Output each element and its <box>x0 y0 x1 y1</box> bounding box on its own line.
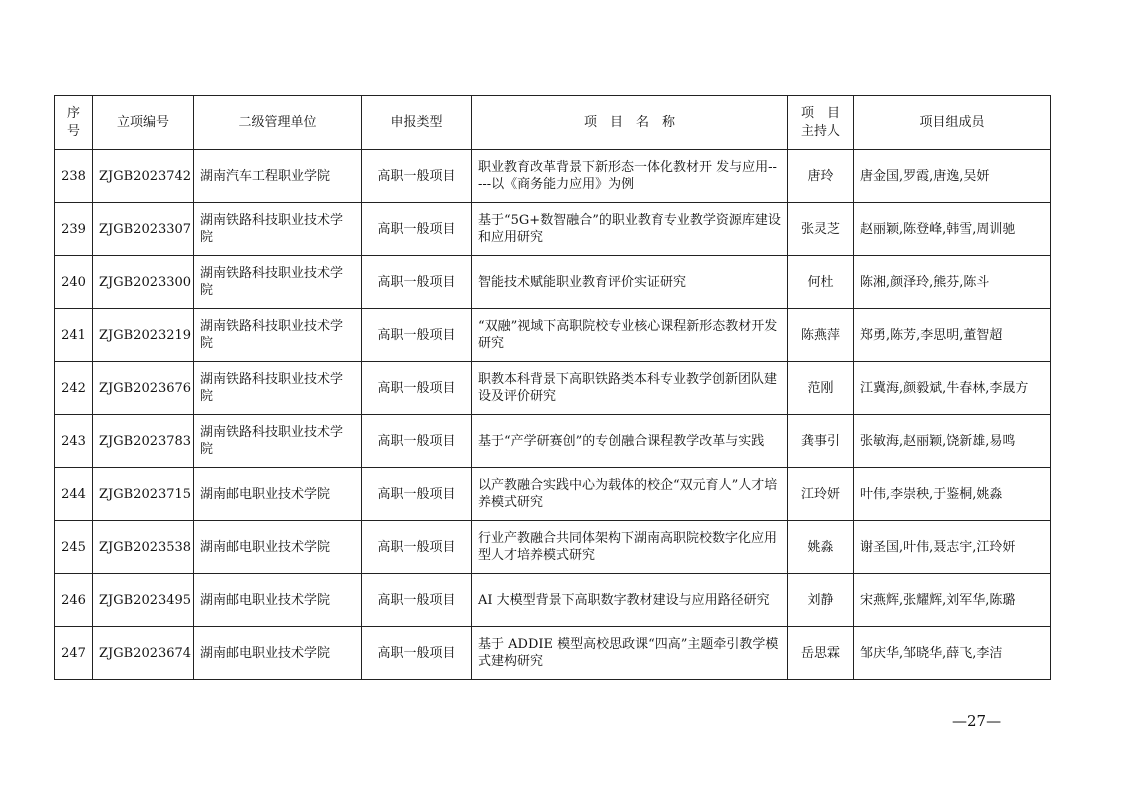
cell-unit: 湖南邮电职业技术学院 <box>194 627 362 680</box>
cell-unit: 湖南铁路科技职业技术学院 <box>194 203 362 256</box>
cell-members: 宋燕辉,张耀辉,刘军华,陈璐 <box>854 574 1051 627</box>
table-row <box>55 309 1051 362</box>
cell-unit: 湖南邮电职业技术学院 <box>194 468 362 521</box>
table-row <box>55 203 1051 256</box>
table-row <box>55 468 1051 521</box>
cell-name: 以产教融合实践中心为载体的校企“双元育人”人才培养模式研究 <box>472 468 788 521</box>
cell-seq: 242 <box>55 362 93 415</box>
cell-name: 职教本科背景下高职铁路类本科专业教学创新团队建设及评价研究 <box>472 362 788 415</box>
cell-host: 唐玲 <box>788 150 854 203</box>
cell-host: 张灵芝 <box>788 203 854 256</box>
cell-unit: 湖南铁路科技职业技术学院 <box>194 415 362 468</box>
cell-host: 范刚 <box>788 362 854 415</box>
header-name: 项 目 名 称 <box>472 96 788 150</box>
cell-type: 高职一般项目 <box>362 574 472 627</box>
cell-host: 陈燕萍 <box>788 309 854 362</box>
cell-members: 唐金国,罗霞,唐逸,吴妍 <box>854 150 1051 203</box>
cell-unit: 湖南邮电职业技术学院 <box>194 574 362 627</box>
header-seq <box>55 96 93 150</box>
cell-unit: 湖南铁路科技职业技术学院 <box>194 362 362 415</box>
cell-members: 叶伟,李崇秧,于鉴桐,姚淼 <box>854 468 1051 521</box>
cell-name: AI 大模型背景下高职数字教材建设与应用路径研究 <box>472 574 788 627</box>
cell-unit: 湖南铁路科技职业技术学院 <box>194 309 362 362</box>
cell-name: 行业产教融合共同体架构下湖南高职院校数字化应用型人才培养模式研究 <box>472 521 788 574</box>
table-row <box>55 627 1051 680</box>
cell-host: 江玲妍 <box>788 468 854 521</box>
header-members: 项目组成员 <box>854 96 1051 150</box>
header-seq-line2: 号 <box>66 123 80 139</box>
project-table <box>54 95 1051 680</box>
header-host <box>788 96 854 150</box>
cell-code: ZJGB2023742 <box>93 150 194 203</box>
cell-host: 刘静 <box>788 574 854 627</box>
header-unit: 二级管理单位 <box>194 96 362 150</box>
cell-host: 龚事引 <box>788 415 854 468</box>
cell-host: 何杜 <box>788 256 854 309</box>
cell-code: ZJGB2023715 <box>93 468 194 521</box>
cell-seq: 246 <box>55 574 93 627</box>
cell-seq: 247 <box>55 627 93 680</box>
cell-name: “双融”视域下高职院校专业核心课程新形态教材开发研究 <box>472 309 788 362</box>
cell-members: 谢圣国,叶伟,聂志宇,江玲妍 <box>854 521 1051 574</box>
cell-code: ZJGB2023676 <box>93 362 194 415</box>
header-host-line2: 主持人 <box>800 123 840 139</box>
table-row <box>55 150 1051 203</box>
cell-type: 高职一般项目 <box>362 150 472 203</box>
cell-unit: 湖南汽车工程职业学院 <box>194 150 362 203</box>
page-number: —27— <box>952 712 1002 730</box>
cell-seq: 244 <box>55 468 93 521</box>
cell-type: 高职一般项目 <box>362 415 472 468</box>
cell-host: 姚淼 <box>788 521 854 574</box>
cell-code: ZJGB2023300 <box>93 256 194 309</box>
cell-name: 基于“5G+数智融合”的职业教育专业教学资源库建设和应用研究 <box>472 203 788 256</box>
header-seq-line1: 序 <box>66 105 80 121</box>
cell-type: 高职一般项目 <box>362 362 472 415</box>
cell-members: 陈湘,颜泽玲,熊芬,陈斗 <box>854 256 1051 309</box>
cell-unit: 湖南邮电职业技术学院 <box>194 521 362 574</box>
table-row <box>55 362 1051 415</box>
cell-seq: 238 <box>55 150 93 203</box>
cell-host: 岳思霖 <box>788 627 854 680</box>
cell-members: 赵丽颖,陈登峰,韩雪,周训驰 <box>854 203 1051 256</box>
table-row <box>55 574 1051 627</box>
cell-type: 高职一般项目 <box>362 521 472 574</box>
cell-seq: 241 <box>55 309 93 362</box>
cell-name: 基于“产学研赛创”的专创融合课程教学改革与实践 <box>472 415 788 468</box>
cell-members: 邹庆华,邹晓华,薛飞,李洁 <box>854 627 1051 680</box>
table-row <box>55 256 1051 309</box>
cell-type: 高职一般项目 <box>362 203 472 256</box>
cell-seq: 239 <box>55 203 93 256</box>
cell-members: 江冀海,颜毅斌,牛春林,李晟方 <box>854 362 1051 415</box>
cell-name: 职业教育改革背景下新形态一体化教材开 发与应用-----以《商务能力应用》为例 <box>472 150 788 203</box>
cell-code: ZJGB2023495 <box>93 574 194 627</box>
cell-code: ZJGB2023674 <box>93 627 194 680</box>
header-type: 申报类型 <box>362 96 472 150</box>
table-row <box>55 521 1051 574</box>
cell-members: 张敏海,赵丽颖,饶新雄,易鸣 <box>854 415 1051 468</box>
cell-type: 高职一般项目 <box>362 309 472 362</box>
header-code: 立项编号 <box>93 96 194 150</box>
header-host-line1: 项 目 <box>800 105 840 121</box>
cell-unit: 湖南铁路科技职业技术学院 <box>194 256 362 309</box>
cell-name: 基于 ADDIE 模型高校思政课“四高”主题牵引教学模式建构研究 <box>472 627 788 680</box>
cell-seq: 243 <box>55 415 93 468</box>
cell-name: 智能技术赋能职业教育评价实证研究 <box>472 256 788 309</box>
cell-members: 郑勇,陈芳,李思明,董智超 <box>854 309 1051 362</box>
header-row <box>55 96 1051 150</box>
cell-type: 高职一般项目 <box>362 256 472 309</box>
cell-code: ZJGB2023538 <box>93 521 194 574</box>
cell-seq: 245 <box>55 521 93 574</box>
table-row <box>55 415 1051 468</box>
cell-code: ZJGB2023307 <box>93 203 194 256</box>
cell-seq: 240 <box>55 256 93 309</box>
cell-type: 高职一般项目 <box>362 468 472 521</box>
cell-code: ZJGB2023783 <box>93 415 194 468</box>
cell-type: 高职一般项目 <box>362 627 472 680</box>
cell-code: ZJGB2023219 <box>93 309 194 362</box>
